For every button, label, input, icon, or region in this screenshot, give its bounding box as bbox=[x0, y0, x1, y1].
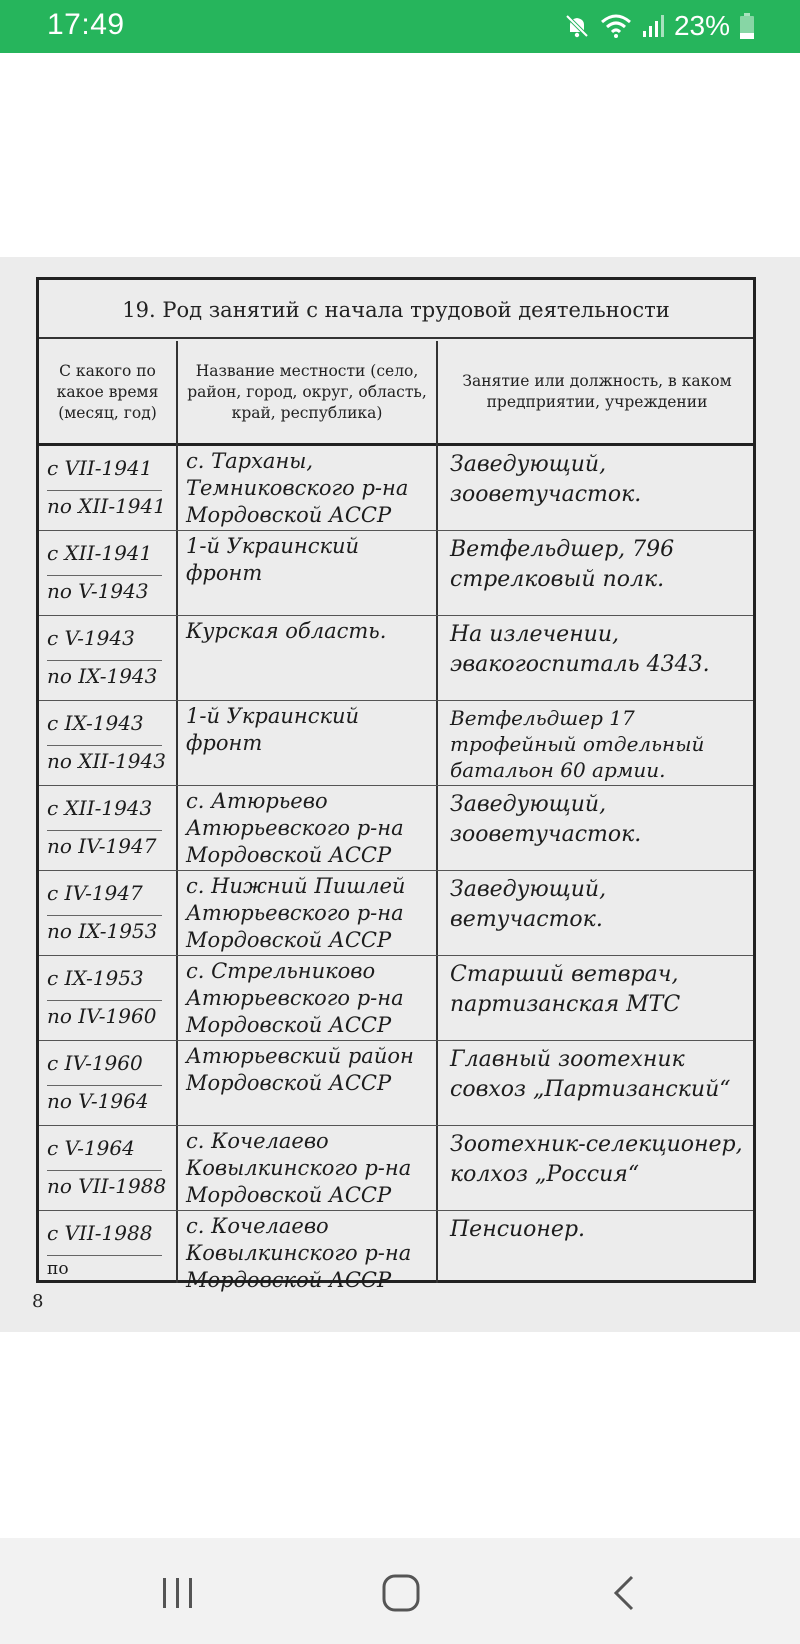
place-cell: с. Кочелаево Ковылкинского р-на Мордовской АССР bbox=[186, 1214, 412, 1292]
place-cell: Курская область. bbox=[186, 619, 387, 643]
date-cell bbox=[39, 786, 176, 870]
date-to: по VII-1988 bbox=[47, 1174, 167, 1198]
place-cell: Атюрьевский район Мордовской АССР bbox=[186, 1044, 414, 1095]
date-to: по bbox=[47, 1259, 69, 1279]
back-icon bbox=[604, 1571, 648, 1615]
status-time: 17:49 bbox=[47, 8, 125, 41]
place-cell: с. Кочелаево Ковылкинского р-на Мордовской АССР bbox=[186, 1129, 412, 1207]
column-header-occupation: Занятие или должность, в каком предприятии, учреждении bbox=[462, 372, 732, 411]
date-cell bbox=[39, 701, 176, 785]
signal-icon bbox=[642, 13, 664, 39]
place-cell: 1-й Украинский фронт bbox=[186, 534, 360, 585]
place-cell: с. Тарханы, Темниковского р-на Мордовской АССР bbox=[186, 449, 409, 527]
date-to: по V-1964 bbox=[47, 1089, 149, 1113]
date-to: по XII-1943 bbox=[47, 749, 166, 773]
date-divider bbox=[47, 660, 162, 661]
date-from: с VII-1988 bbox=[47, 1221, 153, 1245]
date-divider bbox=[47, 1255, 162, 1256]
back-button[interactable] bbox=[604, 1571, 648, 1615]
date-cell bbox=[39, 616, 176, 700]
column-header-place: Название местности (село, район, город, округ, область, край, республика) bbox=[187, 361, 427, 422]
recent-apps-button[interactable] bbox=[156, 1571, 200, 1615]
status-icons bbox=[564, 9, 754, 43]
occupation-cell: Главный зоотехник совхоз „Партизанский“ bbox=[450, 1047, 731, 1102]
date-to: по IX-1953 bbox=[47, 919, 158, 943]
date-divider bbox=[47, 1000, 162, 1001]
table-row bbox=[39, 1041, 753, 1126]
table-row bbox=[39, 531, 753, 616]
table-row bbox=[39, 956, 753, 1041]
home-button[interactable] bbox=[379, 1571, 423, 1615]
occupation-table bbox=[36, 277, 756, 1292]
date-from: с V-1964 bbox=[47, 1136, 135, 1160]
date-cell bbox=[39, 531, 176, 615]
date-divider bbox=[47, 915, 162, 916]
table-title: 19. Род занятий с начала трудовой деятельности bbox=[39, 280, 753, 339]
table-row bbox=[39, 871, 753, 956]
occupation-cell: Заведующий, зооветучасток. bbox=[450, 792, 642, 847]
place-cell: с. Атюрьево Атюрьевского р-на Мордовской АССР bbox=[186, 789, 404, 867]
recent-apps-icon bbox=[156, 1571, 200, 1615]
date-divider bbox=[47, 1085, 162, 1086]
place-cell: 1-й Украинский фронт bbox=[186, 704, 360, 755]
navigation-bar bbox=[0, 1538, 800, 1644]
column-header-period: С какого по какое время (месяц, год) bbox=[56, 361, 159, 422]
date-from: с XII-1941 bbox=[47, 541, 153, 565]
page-number: 8 bbox=[32, 1291, 44, 1312]
occupation-cell: Зоотехник-селекционер, колхоз „Россия“ bbox=[450, 1132, 743, 1187]
date-cell bbox=[39, 871, 176, 955]
table-row bbox=[39, 701, 753, 786]
wifi-icon bbox=[600, 13, 632, 39]
date-from: с XII-1943 bbox=[47, 796, 153, 820]
table-row bbox=[39, 616, 753, 701]
date-to: по IV-1960 bbox=[47, 1004, 157, 1028]
date-from: с IV-1960 bbox=[47, 1051, 143, 1075]
date-cell bbox=[39, 1041, 176, 1125]
date-cell bbox=[39, 1126, 176, 1210]
home-icon bbox=[379, 1571, 423, 1615]
date-divider bbox=[47, 490, 162, 491]
table-row bbox=[39, 1126, 753, 1211]
place-cell: с. Стрельниково Атюрьевского р-на Мордовской АССР bbox=[186, 959, 404, 1037]
occupation-cell: На излечении, эвакогоспиталь 4343. bbox=[450, 622, 710, 677]
battery-percentage: 23% bbox=[673, 10, 730, 41]
date-from: с V-1943 bbox=[47, 626, 135, 650]
table-row bbox=[39, 1211, 753, 1297]
date-from: с IV-1947 bbox=[47, 881, 143, 905]
date-divider bbox=[47, 575, 162, 576]
table-row bbox=[39, 786, 753, 871]
table-row bbox=[39, 446, 753, 531]
scanned-document-image bbox=[0, 257, 800, 1332]
occupation-cell: Заведующий, ветучасток. bbox=[450, 877, 607, 932]
mute-icon bbox=[564, 13, 590, 39]
date-cell bbox=[39, 956, 176, 1040]
date-divider bbox=[47, 1170, 162, 1171]
date-to: по XII-1941 bbox=[47, 494, 166, 518]
date-to: по IX-1943 bbox=[47, 664, 158, 688]
status-bar bbox=[0, 0, 800, 53]
date-divider bbox=[47, 830, 162, 831]
date-divider bbox=[47, 745, 162, 746]
date-from: с VII-1941 bbox=[47, 456, 153, 480]
date-to: по IV-1947 bbox=[47, 834, 157, 858]
occupation-cell: Ветфельдшер, 796 стрелковый полк. bbox=[450, 537, 675, 592]
date-from: с IX-1943 bbox=[47, 711, 144, 735]
date-from: с IX-1953 bbox=[47, 966, 144, 990]
date-cell bbox=[39, 446, 176, 530]
date-to: по V-1943 bbox=[47, 579, 149, 603]
battery-icon bbox=[740, 13, 754, 39]
occupation-cell: Пенсионер. bbox=[450, 1217, 586, 1242]
occupation-cell: Ветфельдшер 17 трофейный отдельный батальон 60 армии. bbox=[450, 706, 705, 782]
place-cell: с. Нижний Пишлей Атюрьевского р-на Мордовской АССР bbox=[186, 874, 406, 952]
occupation-cell: Заведующий, зооветучасток. bbox=[450, 452, 642, 507]
date-cell bbox=[39, 1211, 176, 1297]
occupation-cell: Старший ветврач, партизанская МТС bbox=[450, 962, 681, 1017]
